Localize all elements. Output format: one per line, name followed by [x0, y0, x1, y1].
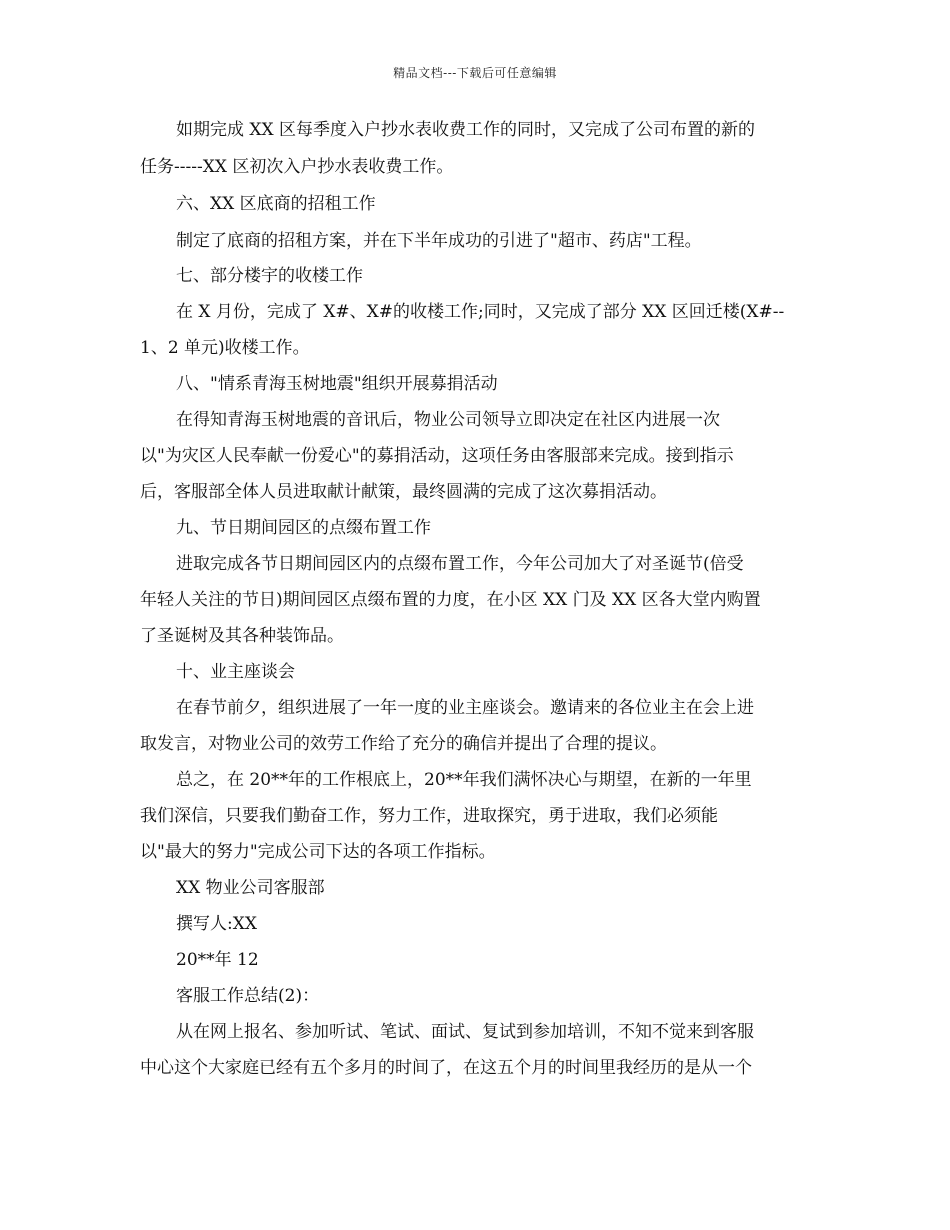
section-heading: 八、"情系青海玉树地震"组织开展募捐活动 — [176, 374, 498, 394]
body-line: 中心这个大家庭已经有五个多月的时间了，在这五个月的时间里我经历的是从一个 — [140, 1058, 752, 1078]
body-line: 在春节前夕，组织进展了一年一度的业主座谈会。邀请来的各位业主在会上进 — [176, 698, 754, 718]
section-title: 客服工作总结(2)： — [176, 986, 320, 1006]
body-line: 以"最大的努力"完成公司下达的各项工作指标。 — [140, 842, 496, 862]
body-line: 以"为灾区人民奉献一份爱心"的募捐活动，这项任务由客服部来完成。接到指示 — [140, 446, 734, 466]
body-line: 在 X 月份，完成了 X#、X#的收楼工作;同时，又完成了部分 XX 区回迁楼(X#-- — [176, 302, 785, 322]
signature-org: XX 物业公司客服部 — [176, 878, 325, 898]
body-line: 1、2 单元)收楼工作。 — [140, 338, 310, 358]
body-line: 取发言，对物业公司的效劳工作给了充分的确信并提出了合理的提议。 — [140, 734, 667, 754]
body-line: 制定了底商的招租方案，并在下半年成功的引进了"超市、药店"工程。 — [176, 231, 702, 251]
signature-author: 撰写人:XX — [176, 914, 257, 934]
body-line: 了圣诞树及其各种装饰品。 — [140, 626, 344, 646]
body-line: 任务-----XX 区初次入户抄水表收费工作。 — [140, 157, 454, 177]
body-line: 如期完成 XX 区每季度入户抄水表收费工作的同时，又完成了公司布置的新的 — [176, 120, 756, 140]
section-heading: 九、节日期间园区的点缀布置工作 — [176, 518, 431, 538]
body-line: 进取完成各节日期间园区内的点缀布置工作，今年公司加大了对圣诞节(倍受 — [176, 554, 744, 574]
body-line: 后，客服部全体人员进取献计献策，最终圆满的完成了这次募捐活动。 — [140, 482, 667, 502]
body-line: 年轻人关注的节日)期间园区点缀布置的力度，在小区 XX 门及 XX 区各大堂内购置 — [140, 590, 761, 610]
section-heading: 十、业主座谈会 — [176, 662, 295, 682]
signature-date: 20**年 12 — [176, 950, 259, 970]
page-header: 精品文档---下载后可任意编辑 — [393, 66, 557, 80]
section-heading: 七、部分楼宇的收楼工作 — [176, 266, 363, 286]
body-line: 我们深信，只要我们勤奋工作，努力工作，进取探究，勇于进取，我们必须能 — [140, 806, 718, 826]
body-line: 在得知青海玉树地震的音讯后，物业公司领导立即决定在社区内进展一次 — [176, 410, 720, 430]
body-line: 总之，在 20**年的工作根底上，20**年我们满怀决心与期望，在新的一年里 — [176, 770, 752, 790]
section-heading: 六、XX 区底商的招租工作 — [176, 194, 376, 214]
body-line: 从在网上报名、参加听试、笔试、面试、复试到参加培训，不知不觉来到客服 — [176, 1022, 754, 1042]
